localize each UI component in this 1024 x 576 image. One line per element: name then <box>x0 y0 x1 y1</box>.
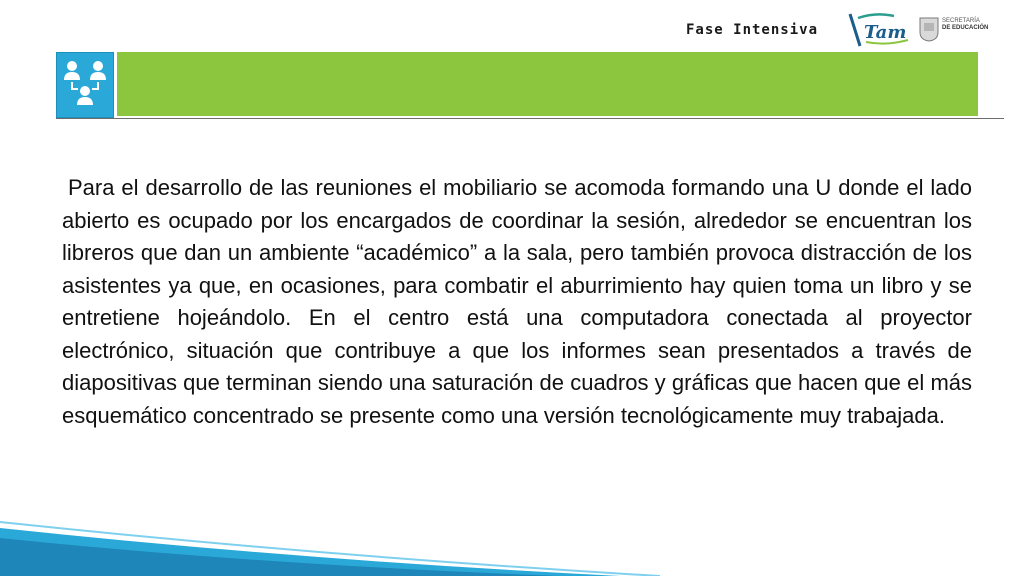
people-network-icon <box>57 53 113 117</box>
header-divider <box>56 118 1004 119</box>
tam-logo <box>846 10 916 50</box>
title-bar <box>117 52 978 116</box>
sep-logo-line2: DE EDUCACIÓN <box>942 25 989 31</box>
sep-logo-line1: SECRETARÍA <box>942 18 980 24</box>
seal-logo <box>918 16 940 42</box>
header-logos <box>846 10 989 50</box>
section-icon-box <box>56 52 114 118</box>
tam-logo-text: Tam <box>864 22 907 43</box>
sep-logo-text <box>942 18 988 32</box>
body-paragraph: Para el desarrollo de las reuniones el mobiliario se acomoda formando una U donde el lado abierto es ocupado por los encargados de coordinar la sesión, alrededor se encuentran los libreros que dan un ambiente “académico” a la sala, pero también provoca distracción de los asistentes ya que, en ocasiones, para combatir el aburrimiento hay quien toma un libro y se entretiene hojeándolo. En el centro está una computadora conectada al proyector electrónico, situación que contribuye a que los informes sean presentados a través de diapositivas que terminan siendo una saturación de cuadros y gráficas que hacen que el más esquemático concentrado se presente como una versión tecnológicamente muy trabajada. <box>62 175 972 428</box>
header-label: Fase Intensiva <box>686 22 819 38</box>
footer-wave-decoration <box>0 520 1024 576</box>
